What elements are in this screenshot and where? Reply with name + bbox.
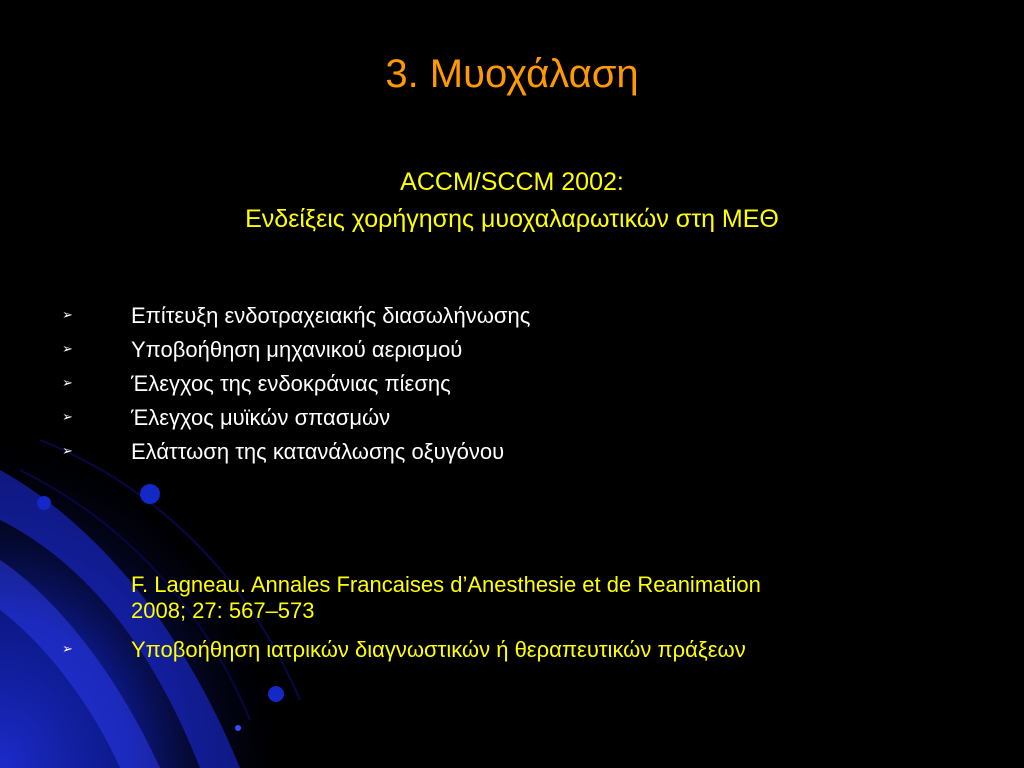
bullet-text: Υποβοήθηση μηχανικού αερισμού [131, 337, 463, 362]
bullet-text: Έλεγχος μυϊκών σπασμών [131, 405, 391, 430]
arrow-bullet-icon: ➢ [62, 376, 73, 391]
subtitle-line: ACCM/SCCM 2002: [400, 168, 624, 196]
decorative-dot [268, 686, 284, 702]
arrow-bullet-icon: ➢ [62, 642, 73, 657]
arrow-bullet-icon: ➢ [62, 444, 73, 459]
arrow-bullet-icon: ➢ [62, 410, 73, 425]
citation [131, 572, 971, 624]
subtitle-line: Ενδείξεις χορήγησης μυοχαλαρωτικών στη ΜΕΘ [245, 205, 779, 233]
list-item [0, 435, 1024, 469]
bullet-list [0, 299, 1024, 469]
list-item [0, 633, 1024, 667]
citation-line: 2008; 27: 567–573 [131, 598, 315, 623]
bullet-text: Έλεγχος της ενδοκράνιας πίεσης [131, 371, 451, 396]
list-item [0, 367, 1024, 401]
decorative-dot [37, 496, 51, 510]
slide-subtitle [0, 164, 1024, 238]
decorative-dot [140, 484, 160, 504]
list-item [0, 299, 1024, 333]
bullet-text: Επίτευξη ενδοτραχειακής διασωλήνωσης [131, 303, 531, 328]
citation-line: F. Lagneau. Annales Francaises d’Anesthesie et de Reanimation [131, 572, 761, 597]
list-item [0, 401, 1024, 435]
slide-title: 3. Μυοχάλαση [385, 52, 639, 96]
arrow-bullet-icon: ➢ [62, 342, 73, 357]
list-item [0, 333, 1024, 367]
bullet-text: Υποβοήθηση ιατρικών διαγνωστικών ή θεραπευτικών πράξεων [131, 637, 746, 662]
bullet-text: Ελάττωση της κατανάλωσης οξυγόνου [131, 439, 505, 464]
decorative-dot [235, 725, 241, 731]
arrow-bullet-icon: ➢ [62, 308, 73, 323]
